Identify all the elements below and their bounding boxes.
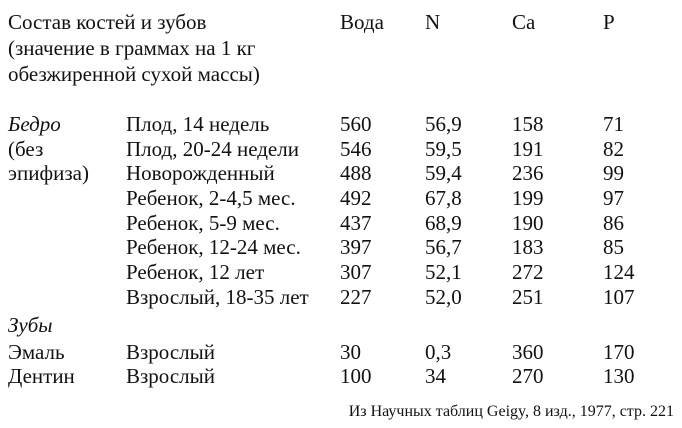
cell-n: 59,4	[425, 161, 462, 185]
cell-ca: 360	[512, 340, 544, 364]
column-header-water: Вода	[340, 10, 384, 34]
cell-water: 307	[340, 260, 372, 284]
row-stage: Ребенок, 12 лет	[126, 260, 265, 284]
cell-p: 71	[603, 112, 624, 136]
cell-n: 34	[425, 364, 446, 388]
cell-p: 124	[603, 260, 635, 284]
cell-p: 85	[603, 235, 624, 259]
cell-ca: 191	[512, 137, 544, 161]
group-label-teeth: Зубы	[8, 313, 53, 337]
cell-water: 30	[340, 340, 361, 364]
cell-n: 56,9	[425, 112, 462, 136]
cell-p: 130	[603, 364, 635, 388]
row-stage: Взрослый	[126, 364, 215, 388]
cell-ca: 272	[512, 260, 544, 284]
row-tissue: Дентин	[8, 364, 75, 388]
cell-water: 560	[340, 112, 372, 136]
cell-water: 100	[340, 364, 372, 388]
row-stage: Ребенок, 12-24 мес.	[126, 235, 301, 259]
row-stage: Плод, 14 недель	[126, 112, 270, 136]
cell-n: 52,1	[425, 260, 462, 284]
group-label-femur-line-3: эпифиза)	[8, 161, 89, 185]
cell-ca: 270	[512, 364, 544, 388]
source-note: Из Научных таблиц Geigy, 8 изд., 1977, стр. 221	[348, 403, 674, 420]
cell-n: 59,5	[425, 137, 462, 161]
cell-p: 99	[603, 161, 624, 185]
row-stage: Ребенок, 2-4,5 мес.	[126, 186, 296, 210]
cell-ca: 190	[512, 211, 544, 235]
cell-ca: 251	[512, 285, 544, 309]
column-header-phosphorus: P	[603, 10, 615, 34]
cell-p: 82	[603, 137, 624, 161]
column-header-nitrogen: N	[425, 10, 441, 34]
cell-n: 0,3	[425, 340, 452, 364]
column-header-calcium: Ca	[512, 10, 536, 34]
cell-p: 107	[603, 285, 635, 309]
cell-ca: 183	[512, 235, 544, 259]
row-stage: Взрослый	[126, 340, 215, 364]
cell-p: 86	[603, 211, 624, 235]
table-title-line-1: Состав костей и зубов	[8, 10, 207, 34]
cell-n: 52,0	[425, 285, 462, 309]
row-stage: Плод, 20-24 недели	[126, 137, 299, 161]
cell-p: 170	[603, 340, 635, 364]
row-tissue: Эмаль	[8, 340, 65, 364]
group-label-femur-line-2: (без	[8, 137, 44, 161]
cell-ca: 199	[512, 186, 544, 210]
cell-water: 492	[340, 186, 372, 210]
row-stage: Взрослый, 18-35 лет	[126, 285, 309, 309]
cell-water: 546	[340, 137, 372, 161]
cell-p: 97	[603, 186, 624, 210]
cell-water: 488	[340, 161, 372, 185]
cell-water: 397	[340, 235, 372, 259]
row-stage: Ребенок, 5-9 мес.	[126, 211, 280, 235]
cell-ca: 236	[512, 161, 544, 185]
row-stage: Новорожденный	[126, 161, 275, 185]
table-title-line-2: (значение в граммах на 1 кг	[8, 36, 256, 60]
group-label-femur: Бедро	[8, 112, 61, 136]
cell-water: 227	[340, 285, 372, 309]
table-title-line-3: обезжиренной сухой массы)	[8, 62, 260, 86]
cell-n: 68,9	[425, 211, 462, 235]
cell-ca: 158	[512, 112, 544, 136]
cell-water: 437	[340, 211, 372, 235]
cell-n: 56,7	[425, 235, 462, 259]
cell-n: 67,8	[425, 186, 462, 210]
